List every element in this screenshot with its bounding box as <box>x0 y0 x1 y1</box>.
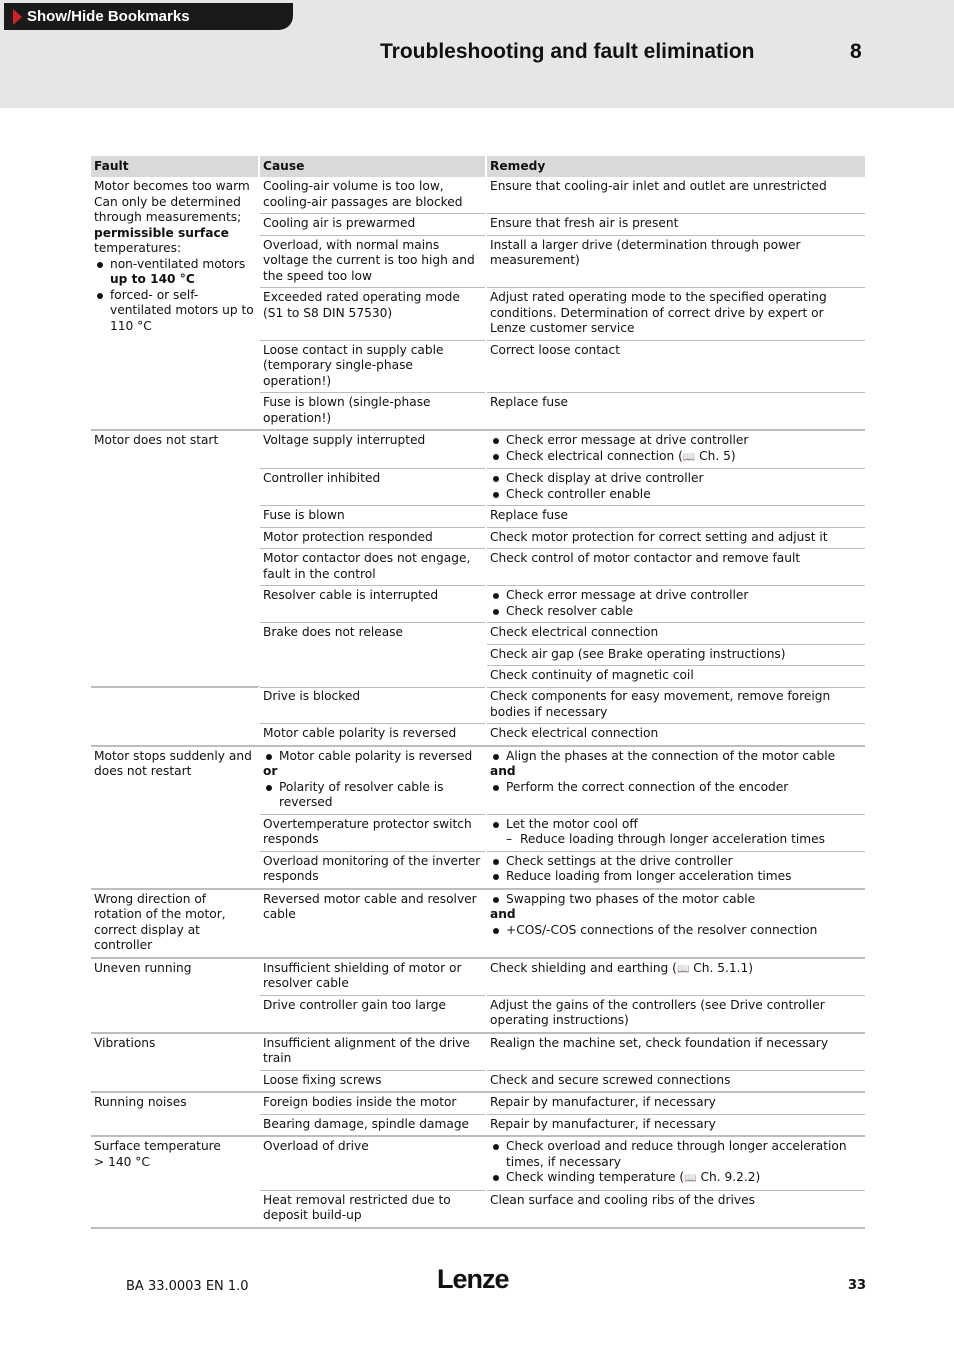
remedy-cell: Clean surface and cooling ribs of the drives <box>486 1190 865 1228</box>
header-band <box>0 0 954 108</box>
bullet-item: Check controller enable <box>490 487 862 503</box>
remedy-cell: Check continuity of magnetic coil <box>486 666 865 688</box>
bullet-text: Check electrical connection ( <box>506 448 683 463</box>
cause-cell: Insufficient shielding of motor or resolver cable <box>259 958 486 996</box>
remedy-cell: Check components for easy movement, remove foreign bodies if necessary <box>486 687 865 724</box>
cause-cell: Cooling air is prewarmed <box>259 214 486 236</box>
fault-cell: Uneven running <box>91 958 259 1033</box>
bullet-item: +COS/-COS connections of the resolver connection <box>490 923 862 939</box>
cause-cell: Overload of drive <box>259 1136 486 1190</box>
remedy-cell <box>486 586 865 623</box>
fault-table-continued <box>91 687 865 1229</box>
fault-cell <box>91 1136 259 1228</box>
column-header-cause: Cause <box>259 156 486 177</box>
remedy-cell: Realign the machine set, check foundation if necessary <box>486 1033 865 1071</box>
page-number: 33 <box>848 1278 867 1293</box>
fault-text: Can only be determined through measurements; <box>94 194 242 224</box>
bullet-text: Check winding temperature ( <box>506 1170 685 1184</box>
column-header-fault: Fault <box>91 156 259 177</box>
remedy-cell <box>486 814 865 851</box>
cause-cell: Controller inhibited <box>259 469 486 506</box>
remedy-cell <box>486 889 865 958</box>
document-id: BA 33.0003 EN 1.0 <box>126 1279 249 1294</box>
remedy-cell: Check and secure screwed connections <box>486 1070 865 1092</box>
remedy-cell: Check air gap (see Brake operating instructions) <box>486 644 865 666</box>
chapter-ref: Ch. 9.2.2) <box>700 1170 761 1184</box>
remedy-cell: Correct loose contact <box>486 340 865 393</box>
cause-cell: Motor contactor does not engage, fault in the control <box>259 549 486 586</box>
table-row <box>91 746 865 815</box>
bullet-item: Check error message at drive controller <box>490 433 862 449</box>
bullet-text: non-ventilated motors <box>110 256 246 271</box>
remedy-cell: Ensure that fresh air is present <box>486 214 865 236</box>
bullet-item: Check error message at drive controller <box>490 588 862 604</box>
book-icon: 📖 <box>676 963 690 975</box>
cause-cell: Overtemperature protector switch responds <box>259 814 486 851</box>
cause-cell: Fuse is blown <box>259 506 486 528</box>
chapter-title: Troubleshooting and fault elimination <box>380 40 755 63</box>
remedy-cell: Repair by manufacturer, if necessary <box>486 1092 865 1114</box>
remedy-cell <box>486 851 865 889</box>
bullet-item <box>94 257 255 288</box>
remedy-cell: Replace fuse <box>486 393 865 431</box>
remedy-text: Check shielding and earthing ( <box>490 960 677 975</box>
remedy-cell: Adjust the gains of the controllers (see Drive controller operating instructions) <box>486 995 865 1033</box>
remedy-cell <box>486 469 865 506</box>
remedy-cell: Adjust rated operating mode to the specified operating conditions. Determination of correct drive by expert or Lenze customer service <box>486 288 865 341</box>
cause-cell: Reversed motor cable and resolver cable <box>259 889 486 958</box>
dash-item: – Reduce loading through longer acceleration times <box>490 832 862 848</box>
bullet-item: Check resolver cable <box>490 604 862 620</box>
cause-cell: Brake does not release <box>259 623 486 688</box>
cause-cell <box>259 746 486 815</box>
bookmarks-label: Show/Hide Bookmarks <box>27 8 190 25</box>
bullet-item: Reduce loading from longer acceleration times <box>490 869 862 885</box>
chapter-ref: Ch. 5.1.1) <box>693 960 754 975</box>
book-icon: 📖 <box>682 451 696 463</box>
table-row <box>91 430 865 469</box>
table-row <box>91 177 865 214</box>
bullet-item <box>490 449 862 466</box>
remedy-cell: Replace fuse <box>486 506 865 528</box>
remedy-cell: Check electrical connection <box>486 724 865 746</box>
remedy-cell: Check control of motor contactor and remove fault <box>486 549 865 586</box>
table-row <box>91 889 865 958</box>
conjunction-text: or <box>263 764 278 778</box>
remedy-cell <box>486 746 865 815</box>
bullet-item <box>490 1170 862 1187</box>
cause-cell: Exceeded rated operating mode (S1 to S8 DIN 57530) <box>259 288 486 341</box>
lenze-logo: Lenze <box>437 1264 509 1294</box>
bullet-item: Polarity of resolver cable is reversed <box>263 780 482 811</box>
cause-cell: Overload, with normal mains voltage the current is too high and the speed too low <box>259 235 486 288</box>
fault-text: permissible surface <box>94 225 229 240</box>
bullet-item: forced- or self-ventilated motors up to 110 °C <box>94 288 255 335</box>
book-icon: 📖 <box>684 1173 697 1184</box>
remedy-cell: Check electrical connection <box>486 623 865 645</box>
cause-cell: Fuse is blown (single-phase operation!) <box>259 393 486 431</box>
cause-cell: Overload monitoring of the inverter responds <box>259 851 486 889</box>
remedy-cell <box>486 430 865 469</box>
fault-text: Surface temperature > 140 °C <box>94 1139 221 1169</box>
fault-cell: Running noises <box>91 1092 259 1136</box>
table-row <box>91 1033 865 1071</box>
remedy-cell <box>486 1136 865 1190</box>
cause-cell: Loose contact in supply cable (temporary single-phase operation!) <box>259 340 486 393</box>
table-row <box>91 958 865 996</box>
bullet-item: Check overload and reduce through longer acceleration times, if necessary <box>490 1139 862 1170</box>
cause-cell: Resolver cable is interrupted <box>259 586 486 623</box>
cause-cell: Heat removal restricted due to deposit build-up <box>259 1190 486 1228</box>
remedy-cell <box>486 958 865 996</box>
cause-cell: Voltage supply interrupted <box>259 430 486 469</box>
show-hide-bookmarks-button[interactable] <box>4 3 293 30</box>
bullet-item: Let the motor cool off <box>490 817 862 833</box>
column-header-remedy: Remedy <box>486 156 865 177</box>
fault-cell: Wrong direction of rotation of the motor, correct display at controller <box>91 889 259 958</box>
chapter-ref: Ch. 5) <box>699 448 736 463</box>
fault-text: Motor becomes too warm <box>94 179 250 193</box>
table-row <box>91 1136 865 1190</box>
remedy-cell: Install a larger drive (determination through power measurement) <box>486 235 865 288</box>
fault-cell-spacer <box>91 687 259 746</box>
table-header-row <box>91 156 865 177</box>
conjunction-text: and <box>490 764 516 778</box>
bullet-item: Check settings at the drive controller <box>490 854 862 870</box>
bullet-item: Check display at drive controller <box>490 471 862 487</box>
fault-cell: Motor does not start <box>91 430 259 687</box>
cause-cell: Insufficient alignment of the drive train <box>259 1033 486 1071</box>
cause-cell: Motor protection responded <box>259 527 486 549</box>
chapter-number: 8 <box>850 40 862 63</box>
bullet-item: Align the phases at the connection of the motor cable <box>490 749 862 765</box>
bullet-item: Perform the correct connection of the encoder <box>490 780 862 796</box>
remedy-cell: Ensure that cooling-air inlet and outlet are unrestricted <box>486 177 865 214</box>
triangle-right-icon <box>13 9 22 25</box>
bullet-item: Motor cable polarity is reversed <box>263 749 482 765</box>
fault-cell: Vibrations <box>91 1033 259 1093</box>
cause-cell: Motor cable polarity is reversed <box>259 724 486 746</box>
table-row <box>91 687 865 724</box>
remedy-cell: Check motor protection for correct setting and adjust it <box>486 527 865 549</box>
fault-table <box>91 156 865 687</box>
bullet-item: Swapping two phases of the motor cable <box>490 892 862 908</box>
cause-cell: Bearing damage, spindle damage <box>259 1114 486 1136</box>
cause-cell: Loose fixing screws <box>259 1070 486 1092</box>
bullet-text: up to 140 °C <box>110 272 195 286</box>
remedy-cell: Repair by manufacturer, if necessary <box>486 1114 865 1136</box>
fault-cell <box>91 177 259 430</box>
conjunction-text: and <box>490 907 516 921</box>
cause-cell: Drive is blocked <box>259 687 486 724</box>
cause-cell: Foreign bodies inside the motor <box>259 1092 486 1114</box>
cause-cell: Cooling-air volume is too low, cooling-air passages are blocked <box>259 177 486 214</box>
fault-text: temperatures: <box>94 241 182 255</box>
cause-cell: Drive controller gain too large <box>259 995 486 1033</box>
fault-cell: Motor stops suddenly and does not restart <box>91 746 259 889</box>
table-row <box>91 1092 865 1114</box>
